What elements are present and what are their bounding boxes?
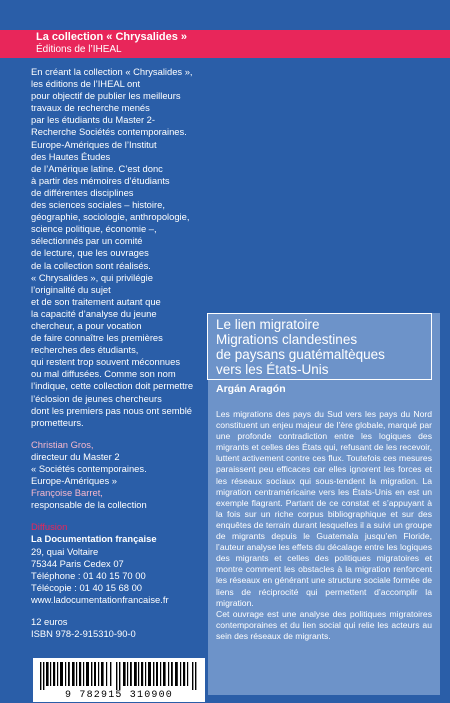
intro-line: par les étudiants du Master 2- bbox=[31, 114, 156, 126]
intro-line: ou mal diffusées. Comme son nom bbox=[31, 368, 176, 380]
intro-line: sélectionnés par un comité bbox=[31, 235, 143, 247]
abstract-paragraph: Cet ouvrage est une analyse des politiques migratoires contemporaines et du lien social qui relie les acteurs au sein des réseaux de migrants. bbox=[216, 608, 432, 641]
title-line: de paysans guatémaltèques bbox=[216, 347, 385, 362]
title-line: Le lien migratoire bbox=[216, 317, 320, 332]
intro-line: pour objectif de publier les meilleurs bbox=[31, 90, 181, 102]
abstract-paragraph: Les migrations des pays du Sud vers les pays du Nord constituent un enjeu majeur de l’ère globale, marqué par une profonde contradiction entre les logiques des migrants et celles des États qui, refusant de les recevoir, luttent activement contre ces flux. Toutefois ces mesures paraissent peu efficaces car elles ignorent les forces et les réseaux sociaux qui sous-tendent la migration. La migration centraméricaine vers les États-Unis en est un exemple flagrant. Partant de ce constat et s’appuyant à la fois sur un riche corpus bibliographique et sur des enquêtes de terrain durant lesquelles il a suivi un groupe de migrants depuis le Guatemala jusqu’en Floride, l’auteur analyse les effets du décalage entre les logiques des migrants et celles des politiques migratoires et montre comment les obstacles à la migration renforcent les réseaux en générant une structure sociale formée de liens de réciprocité qui permettent d’accomplir la migration. bbox=[216, 409, 432, 608]
title-line: vers les États-Unis bbox=[216, 362, 329, 377]
intro-line: recherches des étudiants, bbox=[31, 344, 139, 356]
intro-line: dont les premiers pas nous ont semblé bbox=[31, 404, 193, 416]
collection-name: La collection « Chrysalides » bbox=[36, 31, 188, 43]
barcode-icon bbox=[40, 662, 198, 690]
publisher-name: Éditions de l’IHEAL bbox=[36, 44, 122, 55]
intro-line: qui restent trop souvent méconnues bbox=[31, 356, 181, 368]
intro-line: l’originalité du sujet bbox=[31, 283, 111, 295]
collection-description bbox=[31, 66, 221, 640]
intro-line: de l’Amérique latine. C’est donc bbox=[31, 162, 163, 174]
price: 12 euros bbox=[31, 616, 68, 628]
intro-line: chercheur, a pour vocation bbox=[31, 319, 142, 331]
editor-role: responsable de la collection bbox=[31, 499, 147, 511]
intro-line: des Hautes Études bbox=[31, 150, 111, 162]
book-abstract bbox=[216, 409, 432, 642]
intro-line: de faire connaître les premières bbox=[31, 332, 163, 344]
barcode-digits: 9 782915 310900 bbox=[64, 690, 173, 701]
intro-line: science politique, économie –, bbox=[31, 223, 157, 235]
website-line: www.ladocumentationfrancaise.fr bbox=[31, 593, 169, 605]
director-role-line: directeur du Master 2 bbox=[31, 450, 120, 462]
top-strip bbox=[0, 0, 450, 30]
diffusion-label: Diffusion bbox=[31, 521, 68, 533]
intro-line: Recherche Sociétés contemporaines. bbox=[31, 126, 187, 138]
intro-line: l’éclosion de jeunes chercheurs bbox=[31, 392, 162, 404]
intro-text bbox=[31, 66, 221, 429]
intro-line: et de son traitement autant que bbox=[31, 295, 161, 307]
intro-line: l’indique, cette collection doit permettre bbox=[31, 380, 194, 392]
intro-line: prometteurs. bbox=[31, 416, 84, 428]
address-line: 75344 Paris Cedex 07 bbox=[31, 557, 124, 569]
collection-banner bbox=[0, 30, 450, 58]
intro-line: de lecture, que les ouvrages bbox=[31, 247, 149, 259]
intro-line: travaux de recherche menés bbox=[31, 102, 150, 114]
intro-line: les éditions de l’IHEAL ont bbox=[31, 78, 141, 90]
intro-line: à partir des mémoires d’étudiants bbox=[31, 174, 170, 186]
director-role-line: « Sociétés contemporaines. bbox=[31, 463, 147, 474]
intro-line: des sciences sociales – histoire, bbox=[31, 199, 165, 211]
intro-line: En créant la collection « Chrysalides », bbox=[31, 66, 193, 77]
director-role-line: Europe-Amériques » bbox=[31, 475, 117, 487]
director-credit bbox=[31, 439, 221, 512]
editor-name: Françoise Barret, bbox=[31, 487, 103, 499]
phone-line: Téléphone : 01 40 15 70 00 bbox=[31, 569, 146, 581]
intro-line: de la collection sont réalisés. bbox=[31, 259, 151, 271]
director-name: Christian Gros, bbox=[31, 438, 94, 450]
intro-line: géographie, sociologie, anthropologie, bbox=[31, 211, 190, 223]
isbn: ISBN 978-2-915310-90-0 bbox=[31, 628, 136, 640]
intro-line: Europe-Amériques de l’Institut bbox=[31, 138, 157, 150]
book-title bbox=[216, 317, 431, 377]
intro-line: la capacité d’analyse du jeune bbox=[31, 307, 157, 319]
fax-line: Télécopie : 01 40 15 68 00 bbox=[31, 581, 143, 593]
intro-line: « Chrysalides », qui privilégie bbox=[31, 271, 153, 283]
title-line: Migrations clandestines bbox=[216, 332, 358, 347]
distributor-name: La Documentation française bbox=[31, 533, 157, 545]
book-author: Argán Aragón bbox=[216, 383, 286, 395]
address-line: 29, quai Voltaire bbox=[31, 545, 99, 557]
intro-line: de différentes disciplines bbox=[31, 186, 134, 198]
